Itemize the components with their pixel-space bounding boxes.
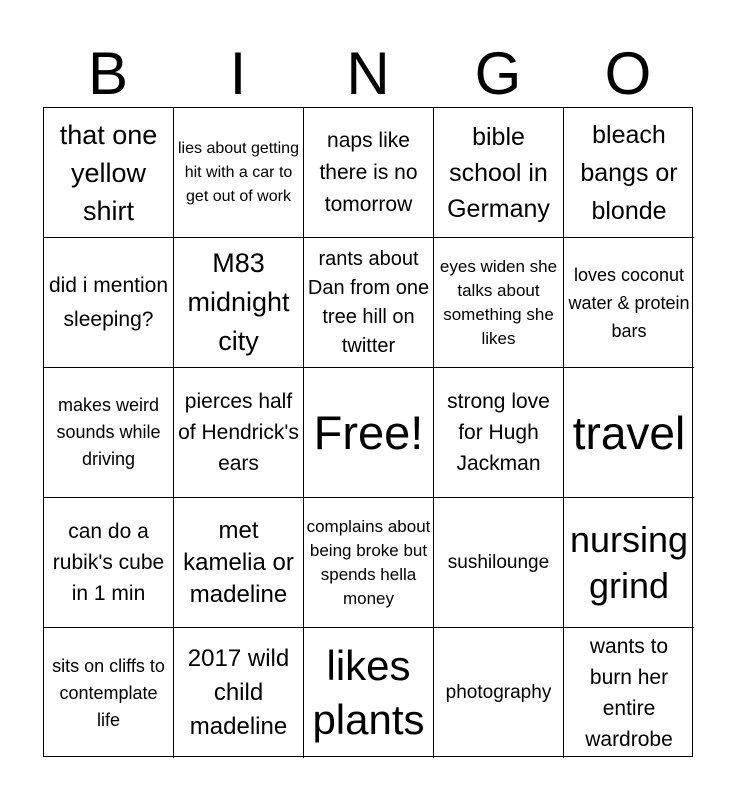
bingo-cell-r0c3[interactable]	[434, 108, 564, 238]
bingo-cell-r4c1[interactable]	[174, 628, 304, 758]
bingo-cell-r2c2[interactable]	[304, 368, 434, 498]
cell-text: did i mention sleeping?	[48, 273, 169, 331]
cell-text: naps like there is no tomorrow	[319, 128, 418, 216]
bingo-cell-r4c2[interactable]	[304, 628, 434, 758]
cell-text: loves coconut water & protein bars	[568, 264, 690, 341]
bingo-header	[43, 42, 693, 106]
cell-text: eyes widen she talks about something she likes	[439, 256, 558, 348]
header-letter-b: B	[87, 40, 129, 107]
bingo-cell-r2c3[interactable]	[434, 368, 564, 498]
cell-text: sits on cliffs to contemplate life	[52, 655, 165, 730]
bingo-cell-r4c0[interactable]	[44, 628, 174, 758]
cell-text: bible school in Germany	[447, 122, 550, 223]
bingo-cell-r3c0[interactable]	[44, 498, 174, 628]
bingo-cell-r1c3[interactable]	[434, 238, 564, 368]
cell-text: Free!	[313, 405, 424, 459]
cell-text: pierces half of Hendrick's ears	[178, 390, 299, 475]
cell-text: that one yellow shirt	[59, 119, 158, 226]
bingo-cell-r0c0[interactable]	[44, 108, 174, 238]
bingo-cell-r0c4[interactable]	[564, 108, 694, 238]
cell-text: M83 midnight city	[187, 248, 290, 356]
bingo-cell-r3c4[interactable]	[564, 498, 694, 628]
cell-text: 2017 wild child madeline	[187, 645, 290, 740]
bingo-cell-r2c1[interactable]	[174, 368, 304, 498]
bingo-cell-r3c2[interactable]	[304, 498, 434, 628]
bingo-cell-r0c1[interactable]	[174, 108, 304, 238]
cell-text: rants about Dan from one tree hill on twitter	[307, 247, 430, 357]
header-letter-n: N	[346, 40, 390, 107]
header-letter-g: G	[474, 40, 522, 107]
cell-text: bleach bangs or blonde	[580, 120, 678, 225]
bingo-cell-r1c0[interactable]	[44, 238, 174, 368]
cell-text: complains about being broke but spends hella money	[306, 516, 431, 608]
bingo-cell-r1c1[interactable]	[174, 238, 304, 368]
cell-text: sushilounge	[447, 551, 550, 573]
bingo-cell-r1c2[interactable]	[304, 238, 434, 368]
bingo-cell-r2c4[interactable]	[564, 368, 694, 498]
cell-text: met kamelia or madeline	[183, 516, 294, 608]
bingo-cell-r0c2[interactable]	[304, 108, 434, 238]
cell-text: nursing grind	[569, 518, 689, 606]
bingo-cell-r1c4[interactable]	[564, 238, 694, 368]
bingo-cell-r3c1[interactable]	[174, 498, 304, 628]
cell-text: photography	[445, 682, 552, 703]
bingo-cell-r2c0[interactable]	[44, 368, 174, 498]
bingo-board	[43, 107, 693, 757]
cell-text: strong love for Hugh Jackman	[447, 390, 550, 475]
cell-text: can do a rubik's cube in 1 min	[52, 520, 165, 605]
header-letter-i: I	[229, 40, 247, 107]
cell-text: likes plants	[312, 642, 425, 743]
bingo-cell-r4c3[interactable]	[434, 628, 564, 758]
bingo-cell-r3c3[interactable]	[434, 498, 564, 628]
bingo-cell-r4c4[interactable]	[564, 628, 694, 758]
cell-text: wants to burn her entire wardrobe	[585, 635, 673, 751]
cell-text: lies about getting hit with a car to get out of work	[178, 139, 299, 205]
cell-text: makes weird sounds while driving	[56, 395, 161, 469]
cell-text: travel	[572, 406, 686, 459]
header-letter-o: O	[604, 40, 652, 107]
